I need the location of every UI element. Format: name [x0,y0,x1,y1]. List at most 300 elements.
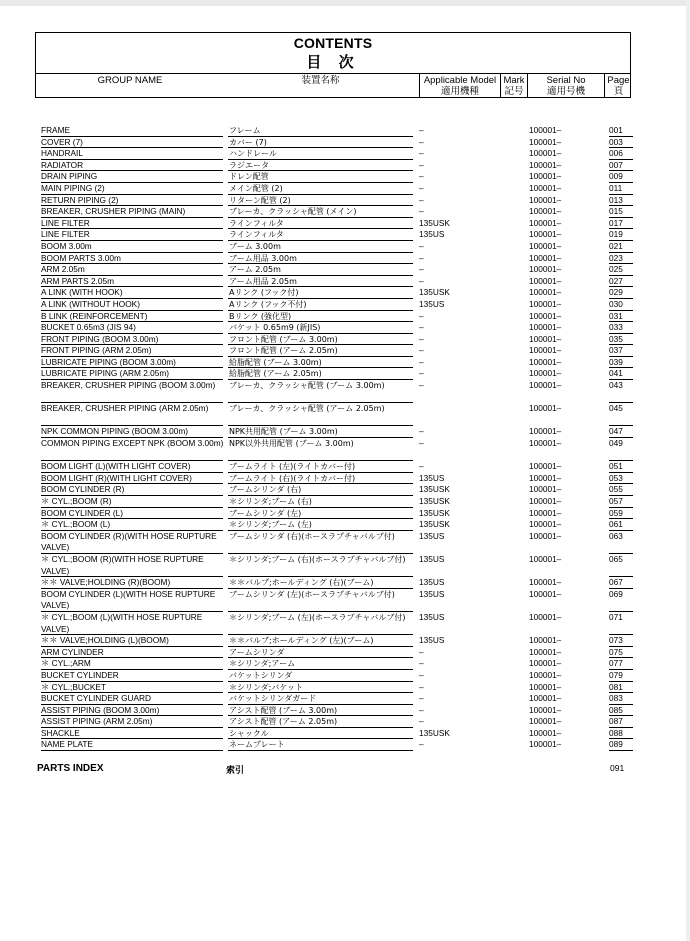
row-jp-name: ブームシリンダ (左) [229,508,302,518]
row-serial: 100001– [529,484,562,495]
row-page: 047 [609,426,623,437]
row-jp-name: ＊＊バルブ;ホールディング (右)(ブーム) [229,578,374,588]
row-group-name: RADIATOR [41,159,84,170]
col-serial-en: Serial No [546,75,586,86]
footer-page: 091 [610,763,625,773]
row-jp-name: ブレーカ、クラッシャ配管 (ブーム 3.00m) [229,381,385,391]
row-model: 135US [419,298,445,309]
row-page: 001 [609,125,623,135]
row-jp-name: 給脂配管 (ブーム 3.00m) [229,357,322,367]
row-serial: 100001– [529,646,562,657]
table-row[interactable] [41,206,633,218]
row-group-name: ASSIST PIPING (ARM 2.05m) [41,716,153,727]
row-jp-name: カバー (7) [229,137,267,147]
row-group-name: B LINK (REINFORCEMENT) [41,310,148,321]
row-jp-name: バケットシリンダガード [229,694,317,704]
row-model: 135US [419,530,445,541]
row-jp-name: ブームシリンダ (右)(ホースラプチャバルブ付) [229,531,395,541]
row-page: 006 [609,148,623,159]
row-jp-name: ＊シリンダ;ブーム (右) [229,497,312,506]
row-page: 025 [609,264,623,275]
table-row[interactable] [41,195,633,207]
footer-parts-index: PARTS INDEX [37,763,104,774]
row-jp-name: ブレーカ、クラッシャ配管 (メイン) [229,207,357,217]
table-row[interactable] [41,438,633,461]
row-page: 081 [609,681,623,692]
row-model: – [419,658,424,669]
row-page: 019 [609,229,623,240]
table-row[interactable] [41,171,633,183]
row-serial: 100001– [529,704,562,715]
page-top-edge [0,0,690,6]
row-page: 051 [609,461,623,472]
table-row[interactable] [41,635,633,647]
row-serial: 100001– [529,356,562,367]
table-row[interactable] [41,531,633,554]
row-group-name: ARM 2.05m [41,264,85,275]
col-page [605,75,632,99]
row-model: 135USK [419,217,450,228]
table-row[interactable] [41,311,633,323]
table-row[interactable] [41,345,633,357]
row-group-name: BREAKER, CRUSHER PIPING (MAIN) [41,206,186,217]
page-title-jp: 目 次 [306,53,360,71]
table-row[interactable] [41,705,633,717]
table-row[interactable] [41,426,633,438]
row-page: 003 [609,136,623,147]
row-model: – [419,716,424,727]
row-page: 071 [609,611,623,622]
row-model: – [419,681,424,692]
table-row[interactable] [41,589,633,612]
row-serial: 100001– [529,681,562,692]
table-row[interactable] [41,299,633,311]
table-row[interactable] [41,160,633,172]
row-group-name: BUCKET CYLINDER [41,669,119,680]
table-row[interactable] [41,728,633,740]
row-model: – [419,438,424,449]
table-row[interactable] [41,647,633,659]
row-jp-name: ＊シリンダ;アーム [229,659,296,669]
row-jp-name: フロント配管 (アーム 2.05m) [229,346,338,356]
row-model: – [419,345,424,356]
row-group-name: RETURN PIPING (2) [41,194,119,205]
row-page: 075 [609,646,623,657]
row-page: 069 [609,588,623,599]
row-serial: 100001– [529,588,562,599]
row-jp-name: ＊シリンダ;ブーム (左)(ホースラプチャバルブ付) [229,612,406,622]
row-serial: 100001– [529,194,562,205]
col-model-en: Applicable Model [423,75,497,86]
row-jp-name: ブームシリンダ (右) [229,485,302,495]
row-model: – [419,322,424,333]
row-jp-name: ブーム用品 3.00m [229,253,297,263]
row-model: 135US [419,577,445,588]
row-serial: 100001– [529,380,562,391]
row-serial: 100001– [529,577,562,588]
row-group-name: BUCKET 0.65m3 (JIS 94) [41,322,136,333]
row-model: – [419,182,424,193]
row-group-name: SHACKLE [41,727,80,738]
row-serial: 100001– [529,461,562,472]
row-serial: 100001– [529,438,562,449]
row-jp-name: ＊シリンダ;ブーム (左) [229,520,312,530]
row-group-name: FRONT PIPING (ARM 2.05m) [41,345,152,356]
row-model: – [419,240,424,251]
row-page: 030 [609,298,623,309]
row-group-name: FRONT PIPING (BOOM 3.00m) [41,333,159,344]
row-group-name: ＊ CYL.;BOOM (L)(WITH HOSE RUPTURE VALVE) [41,611,203,634]
row-serial: 100001– [529,229,562,240]
table-row[interactable] [41,137,633,149]
table-row[interactable] [41,496,633,508]
footer-parts-index-jp: 索引 [226,766,245,776]
row-model: 135US [419,229,445,240]
row-serial: 100001– [529,716,562,727]
row-page: 085 [609,704,623,715]
row-model: 135US [419,553,445,564]
row-page: 088 [609,727,623,738]
row-group-name: BOOM PARTS 3.00m [41,252,121,263]
col-model [420,75,500,99]
row-serial: 100001– [529,217,562,228]
row-jp-name: リターン配管 (2) [229,195,291,205]
row-page: 067 [609,577,623,588]
row-page: 061 [609,519,623,530]
table-row[interactable] [41,148,633,160]
row-serial: 100001– [529,136,562,147]
row-page: 089 [609,739,623,750]
row-page: 057 [609,496,623,506]
table-row[interactable] [41,218,633,230]
row-group-name: BOOM CYLINDER (L)(WITH HOSE RUPTURE VALVE) [41,588,216,611]
row-group-name: LUBRICATE PIPING (ARM 2.05m) [41,368,170,379]
row-jp-name: バケットシリンダ [229,670,293,680]
row-group-name: BOOM CYLINDER (L) [41,507,124,518]
table-row[interactable] [41,554,633,577]
row-jp-name: Aリンク (フック付) [229,288,299,298]
row-page: 077 [609,658,623,669]
table-row[interactable] [41,253,633,265]
row-jp-name: アーム用品 2.05m [229,276,297,286]
row-model: 135USK [419,519,450,530]
table-row[interactable] [41,183,633,195]
row-jp-name: ドレン配管 [229,172,269,182]
row-page: 039 [609,356,623,367]
row-model: – [419,461,424,472]
row-serial: 100001– [529,635,562,646]
row-group-name: HANDRAIL [41,148,83,159]
row-group-name: A LINK (WITHOUT HOOK) [41,298,140,309]
row-serial: 100001– [529,148,562,159]
row-page: 059 [609,507,623,518]
col-page-jp: 頁 [613,86,624,97]
row-page: 011 [609,182,623,193]
row-group-name: NPK COMMON PIPING (BOOM 3.00m) [41,426,189,437]
row-group-name: ASSIST PIPING (BOOM 3.00m) [41,704,160,715]
row-serial: 100001– [529,310,562,321]
row-page: 029 [609,287,623,298]
row-model: 135US [419,472,445,483]
row-group-name: BOOM LIGHT (L)(WITH LIGHT COVER) [41,461,191,472]
row-serial: 100001– [529,252,562,263]
row-serial: 100001– [529,264,562,275]
table-row[interactable] [41,577,633,589]
row-group-name: BOOM LIGHT (R)(WITH LIGHT COVER) [41,472,192,483]
row-page: 055 [609,484,623,495]
row-group-name: BREAKER, CRUSHER PIPING (ARM 2.05m) [41,403,209,414]
row-group-name: BUCKET CYLINDER GUARD [41,693,152,704]
row-page: 021 [609,240,623,251]
row-serial: 100001– [529,206,562,217]
row-jp-name: NPK共用配管 (ブーム 3.00m) [229,427,338,437]
row-jp-name: フロント配管 (ブーム 3.00m) [229,334,338,344]
row-serial: 100001– [529,669,562,680]
row-group-name: ＊ CYL.;BUCKET [41,681,107,692]
col-serial [528,75,604,99]
row-group-name: ＊ CYL.;BOOM (R)(WITH HOSE RUPTURE VALVE) [41,553,204,576]
row-jp-name: アーム 2.05m [229,265,281,275]
row-serial: 100001– [529,727,562,738]
row-group-name: BOOM CYLINDER (R)(WITH HOSE RUPTURE VALVE) [41,530,217,553]
row-jp-name: アームシリンダ [229,647,285,657]
page-right-edge [686,0,690,941]
row-model: – [419,171,424,182]
row-model: – [419,159,424,170]
row-jp-name: NPK以外共用配管 (ブーム 3.00m) [229,439,354,449]
row-model: – [419,136,424,147]
row-model: 135USK [419,507,450,518]
row-serial: 100001– [529,496,562,506]
row-group-name: COMMON PIPING EXCEPT NPK (BOOM 3.00m) [41,438,224,449]
row-group-name: ARM CYLINDER [41,646,104,657]
row-model: – [419,194,424,205]
contents-header [35,32,631,98]
row-jp-name: ハンドレール [229,149,277,159]
row-page: 037 [609,345,623,356]
row-jp-name: ブレーカ、クラッシャ配管 (アーム 2.05m) [229,404,385,414]
row-serial: 100001– [529,322,562,333]
row-group-name: ＊ CYL.;BOOM (R) [41,496,112,506]
row-model: 135US [419,588,445,599]
row-group-name: LINE FILTER [41,217,90,228]
table-row[interactable] [41,519,633,531]
row-group-name: MAIN PIPING (2) [41,182,105,193]
row-serial: 100001– [529,530,562,541]
row-serial: 100001– [529,287,562,298]
row-page: 007 [609,159,623,170]
row-page: 009 [609,171,623,182]
row-group-name: BOOM 3.00m [41,240,92,251]
row-jp-name: ＊シリンダ;バケット [229,682,303,692]
row-jp-name: アシスト配管 (ブーム 3.00m) [229,705,338,715]
row-underline [609,750,633,751]
row-group-name: FRAME [41,125,71,135]
row-jp-name: ラジエータ [229,160,269,170]
row-page: 053 [609,472,623,483]
table-row[interactable] [41,368,633,380]
row-page: 083 [609,693,623,704]
table-row[interactable] [41,693,633,705]
col-group-name: GROUP NAME [97,75,163,86]
row-jp-name: Aリンク (フック不付) [229,299,307,309]
row-page: 017 [609,217,623,228]
row-model: – [419,426,424,437]
row-model: – [419,148,424,159]
row-model: 135USK [419,287,450,298]
row-group-name: ARM PARTS 2.05m [41,275,115,286]
row-group-name: ＊ CYL.;BOOM (L) [41,519,111,530]
row-page: 031 [609,310,623,321]
row-group-name: LINE FILTER [41,229,90,240]
row-group-name: LUBRICATE PIPING (BOOM 3.00m) [41,356,176,367]
row-group-name: DRAIN PIPING [41,171,98,182]
table-row[interactable] [41,682,633,694]
row-page: 043 [609,380,623,391]
row-model: 135USK [419,496,450,506]
row-jp-name: シャックル [229,728,269,738]
row-serial: 100001– [529,275,562,286]
row-model: – [419,704,424,715]
table-row[interactable] [41,380,633,403]
row-model: – [419,693,424,704]
row-page: 045 [609,403,623,414]
table-row[interactable] [41,334,633,346]
row-jp-name: ラインフィルタ [229,218,284,228]
col-mark-jp: 記号 [504,86,524,97]
row-serial: 100001– [529,125,562,135]
table-row[interactable] [41,716,633,728]
row-underline [41,750,223,751]
table-row[interactable] [41,484,633,496]
row-model: – [419,739,424,750]
row-group-name: BREAKER, CRUSHER PIPING (BOOM 3.00m) [41,380,216,391]
row-model: 135USK [419,484,450,495]
row-serial: 100001– [529,298,562,309]
row-serial: 100001– [529,472,562,483]
row-jp-name: ＊＊バルブ;ホールディング (左)(ブーム) [229,636,374,646]
row-page: 063 [609,530,623,541]
row-model: – [419,368,424,379]
row-page: 049 [609,438,623,449]
table-row[interactable] [41,264,633,276]
row-model: – [419,356,424,367]
title-row [36,33,630,74]
row-model: – [419,380,424,391]
row-jp-name: 給脂配管 (アーム 2.05m) [229,369,322,379]
table-row[interactable] [41,125,633,137]
row-jp-name: Bリンク (強化型) [229,311,292,321]
table-row[interactable] [41,658,633,670]
row-serial: 100001– [529,611,562,622]
col-serial-jp: 適用号機 [546,86,585,97]
row-page: 065 [609,553,623,564]
table-row[interactable] [41,357,633,369]
row-serial: 100001– [529,403,562,414]
table-row[interactable] [41,403,633,426]
row-page: 033 [609,322,623,333]
row-jp-name: ブーム 3.00m [229,241,281,251]
row-jp-name: ラインフィルタ [229,230,284,240]
row-model: – [419,264,424,275]
row-serial: 100001– [529,171,562,182]
row-page: 027 [609,275,623,286]
col-mark [501,75,527,99]
table-row[interactable] [41,322,633,334]
row-group-name: NAME PLATE [41,739,93,750]
row-serial: 100001– [529,333,562,344]
table-row[interactable] [41,739,633,751]
row-jp-name: バケット 0.65m9 (新JIS) [229,323,321,333]
table-row[interactable] [41,670,633,682]
col-model-jp: 適用機種 [440,86,479,97]
row-group-name: ＊＊ VALVE;HOLDING (R)(BOOM) [41,577,171,588]
table-row[interactable] [41,287,633,299]
table-row[interactable] [41,461,633,473]
contents-list [41,125,633,751]
row-group-name: ＊＊ VALVE;HOLDING (L)(BOOM) [41,635,169,646]
row-model: – [419,310,424,321]
row-group-name: COVER (7) [41,136,83,147]
row-model: – [419,333,424,344]
table-row[interactable] [41,612,633,635]
row-model: – [419,669,424,680]
row-jp-name: ＊シリンダ;ブーム (右)(ホースラプチャバルブ付) [229,554,406,564]
table-row[interactable] [41,473,633,485]
row-serial: 100001– [529,553,562,564]
table-row[interactable] [41,508,633,520]
row-page: 041 [609,368,623,379]
row-jp-name: ネームプレート [229,740,285,750]
row-serial: 100001– [529,426,562,437]
row-serial: 100001– [529,345,562,356]
row-jp-name: フレーム [229,126,261,135]
row-underline [228,750,413,751]
table-row[interactable] [41,229,633,241]
row-page: 035 [609,333,623,344]
row-model: 135USK [419,727,450,738]
col-page-en: Page [607,75,630,86]
row-serial: 100001– [529,519,562,530]
row-page: 087 [609,716,623,727]
col-mark-en: Mark [503,75,525,86]
row-model: – [419,125,424,135]
row-jp-name: メイン配管 (2) [229,183,283,193]
row-serial: 100001– [529,693,562,704]
row-page: 023 [609,252,623,263]
row-serial: 100001– [529,159,562,170]
row-jp-name: アシスト配管 (アーム 2.05m) [229,717,338,727]
row-group-name: BOOM CYLINDER (R) [41,484,125,495]
row-jp-name: ブームライト (右)(ライトカバー付) [229,473,356,483]
row-serial: 100001– [529,368,562,379]
row-model: 135US [419,635,445,646]
row-group-name: A LINK (WITH HOOK) [41,287,123,298]
page-title: CONTENTS [293,35,373,51]
col-jp-name: 装置名称 [301,75,340,86]
row-jp-name: ブームシリンダ (左)(ホースラプチャバルブ付) [229,589,395,599]
row-page: 079 [609,669,623,680]
row-model: – [419,646,424,657]
row-serial: 100001– [529,739,562,750]
row-serial: 100001– [529,182,562,193]
table-row[interactable] [41,241,633,253]
table-row[interactable] [41,276,633,288]
row-serial: 100001– [529,507,562,518]
row-serial: 100001– [529,658,562,669]
row-model: 135US [419,611,445,622]
row-model: – [419,206,424,217]
